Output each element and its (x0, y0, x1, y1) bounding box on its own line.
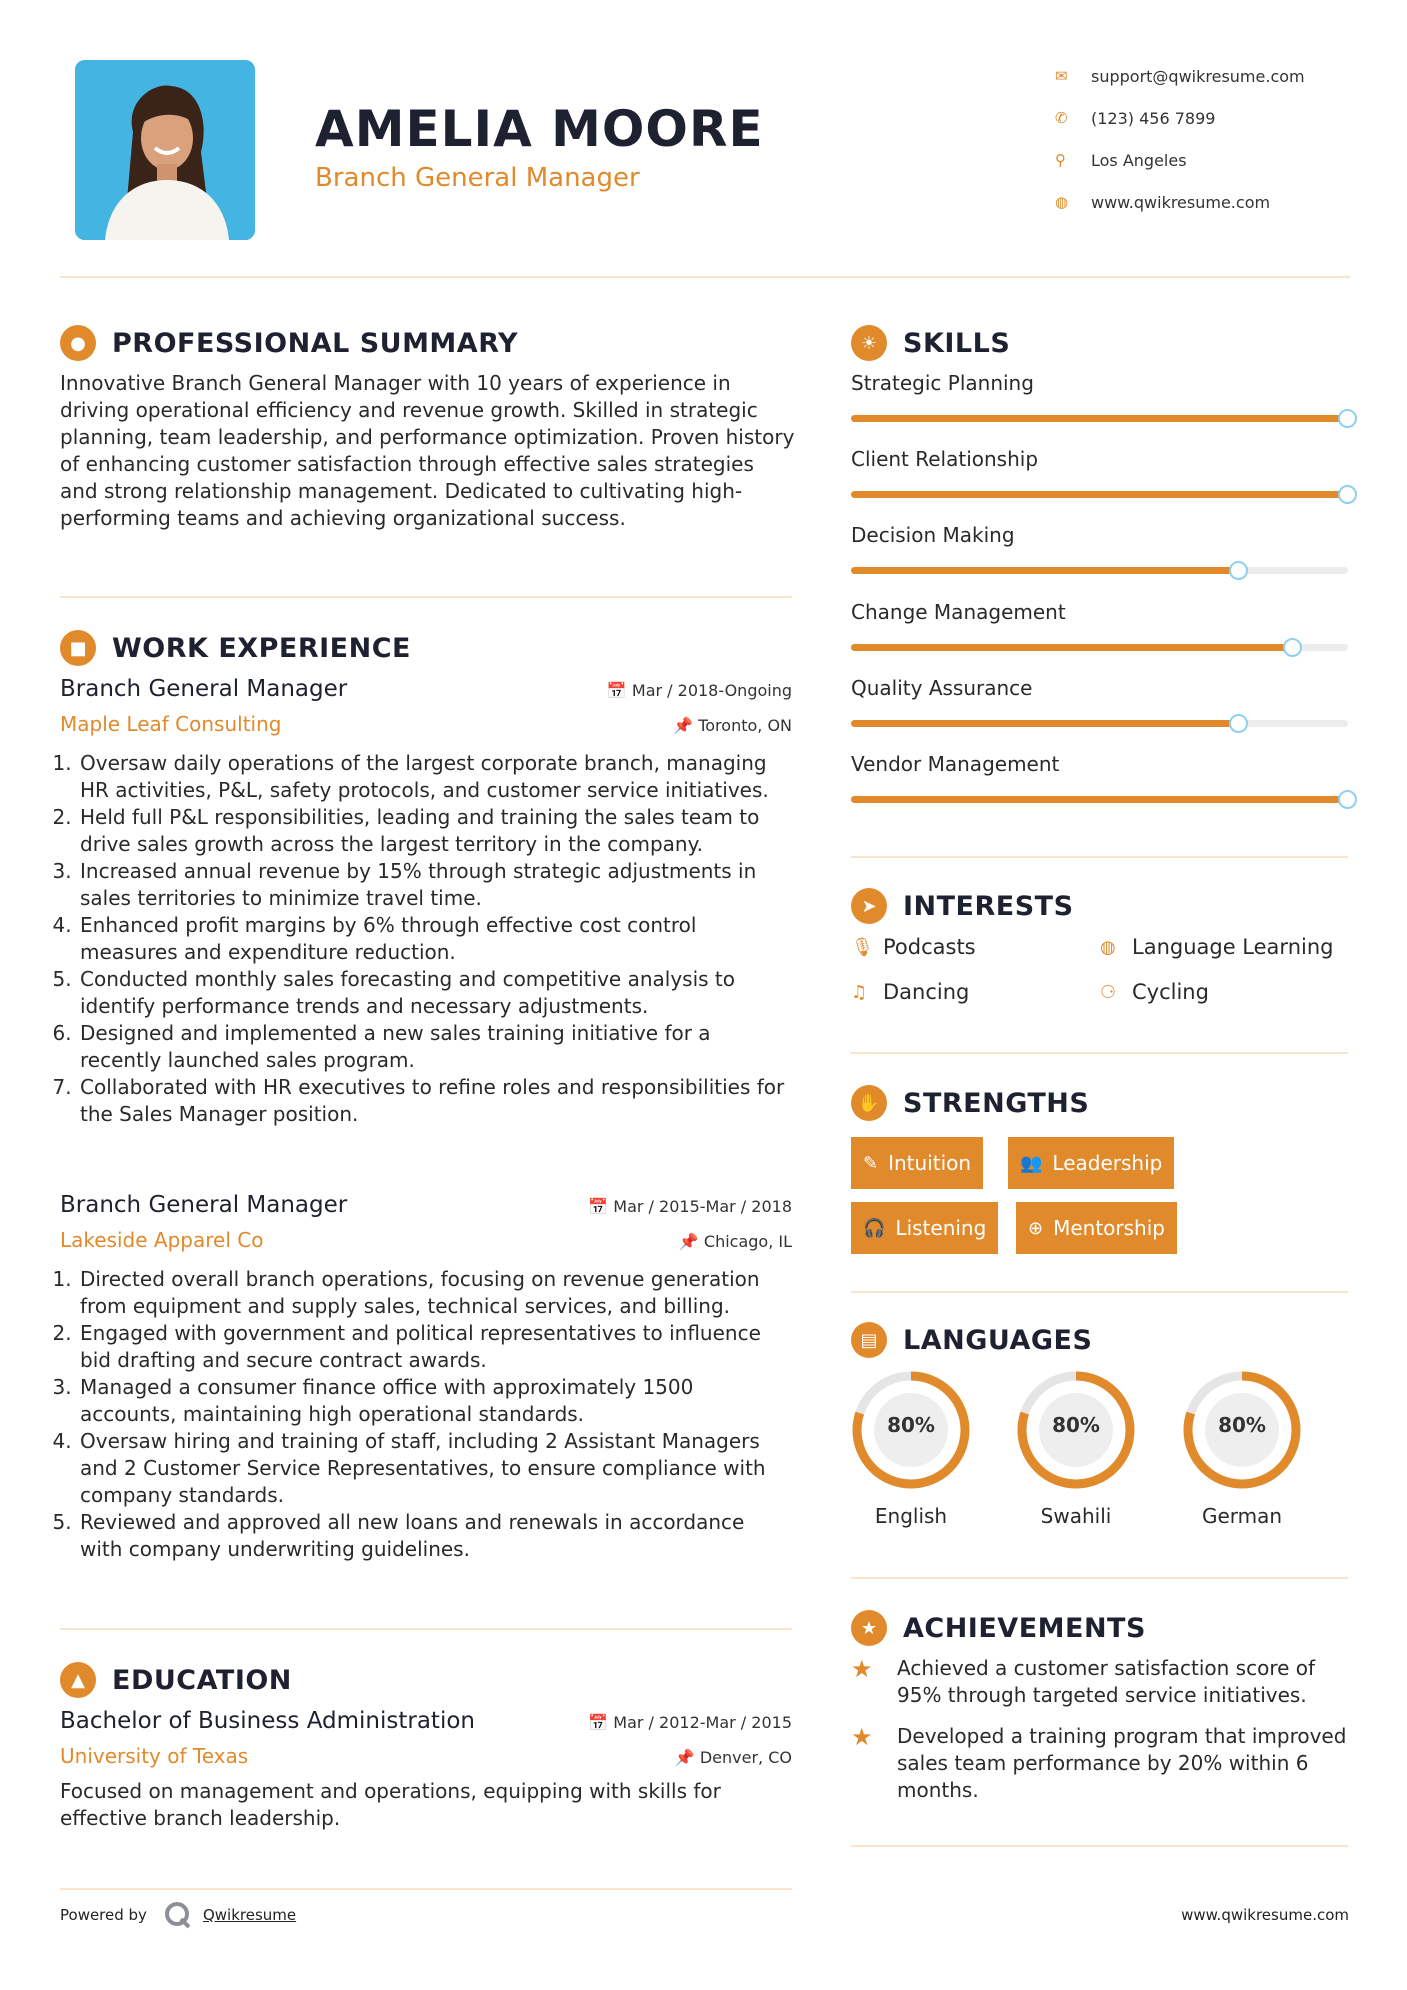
skill-fill (851, 720, 1239, 727)
strength-label: Mentorship (1053, 1216, 1165, 1240)
list-item: 5. Conducted monthly sales forecasting and competitive analysis to identify performance trends and necessary adjustments. (78, 966, 792, 1020)
globe-icon: ◍ (1055, 193, 1069, 211)
star-icon: ★ (851, 1723, 873, 1751)
skills-divider (851, 856, 1348, 858)
skill-item (851, 523, 1348, 574)
envelope-icon: ✉ (1055, 67, 1068, 85)
list-item: 6. Designed and implemented a new sales training initiative for a recently launched sales program. (78, 1020, 792, 1074)
skill-knob (1338, 409, 1357, 428)
footer-divider (60, 1888, 792, 1890)
language-percent: 80% (1218, 1413, 1266, 1437)
job-title: Branch General Manager (60, 676, 348, 702)
skill-fill (851, 796, 1348, 803)
contact-phone-text: (123) 456 7899 (1091, 108, 1216, 128)
candidate-title: Branch General Manager (315, 163, 640, 193)
skill-item (851, 600, 1348, 651)
qwikresume-link[interactable]: Qwikresume (202, 1906, 297, 1924)
list-item: 2. Engaged with government and political representatives to influence bid drafting and secure contract awards. (78, 1320, 792, 1374)
achievements-header (851, 1610, 1146, 1646)
list-item: 4. Enhanced profit margins by 6% through effective cost control measures and expenditure reduction. (78, 912, 792, 966)
skill-fill (851, 491, 1348, 498)
languages-heading: LANGUAGES (903, 1324, 1093, 1356)
job-company: Lakeside Apparel Co (60, 1228, 264, 1252)
language-item (849, 1368, 973, 1528)
skill-knob (1229, 714, 1248, 733)
skill-fill (851, 644, 1293, 651)
achievement-item (851, 1723, 1351, 1804)
language-percent: 80% (887, 1413, 935, 1437)
language-card-icon: ▤ (851, 1322, 887, 1358)
calendar-icon: 📅 (606, 681, 632, 700)
interest-item (851, 935, 976, 959)
skill-knob (1338, 485, 1357, 504)
contact-phone[interactable] (1055, 97, 1385, 139)
contact-website[interactable] (1055, 181, 1385, 223)
education-location: 📌 Denver, CO (674, 1748, 792, 1767)
achievements-heading: ACHIEVEMENTS (903, 1612, 1146, 1644)
summary-divider (60, 596, 792, 598)
languages-header (851, 1322, 1092, 1358)
list-item: 7. Collaborated with HR executives to refine roles and responsibilities for the Sales Manager position. (78, 1074, 792, 1128)
summary-text: Innovative Branch General Manager with 10 years of experience in driving operational efficiency and revenue growth. Skilled in strategic planning, team leadership, and performance optimization. Proven history of enhancing customer satisfaction through effective sales strategies and strong relationship management. Dedicated to cultivating high-performing teams and achieving organizational success. (60, 371, 795, 530)
skill-item (851, 676, 1348, 727)
skill-track (851, 720, 1348, 727)
interests-divider (851, 1052, 1348, 1054)
phone-icon: ✆ (1055, 109, 1068, 127)
calendar-icon: 📅 (588, 1197, 614, 1216)
contact-location (1055, 139, 1385, 181)
list-item: 3. Increased annual revenue by 15% through strategic adjustments in sales territories to minimize travel time. (78, 858, 792, 912)
language-name: Swahili (1040, 1504, 1112, 1528)
skill-track (851, 567, 1348, 574)
strength-chip (1008, 1137, 1174, 1189)
interest-item (851, 980, 969, 1004)
achievement-text: Achieved a customer satisfaction score of 95% through targeted service initiatives. (897, 1656, 1316, 1707)
interest-item (1100, 935, 1333, 959)
contact-email[interactable] (1055, 55, 1385, 97)
skill-item (851, 752, 1348, 803)
education-header (60, 1662, 292, 1698)
interest-label: Dancing (883, 980, 970, 1004)
list-item: 1. Oversaw daily operations of the largest corporate branch, managing HR activities, P&L, safety protocols, and customer service initiatives. (78, 750, 792, 804)
skill-track (851, 644, 1348, 651)
strength-label: Listening (895, 1216, 987, 1240)
job-bullets (60, 1266, 792, 1563)
calendar-icon: 📅 (588, 1713, 614, 1732)
education-heading: EDUCATION (112, 1664, 292, 1696)
contact-location-text: Los Angeles (1091, 150, 1187, 170)
skill-label: Quality Assurance (851, 676, 1033, 700)
map-pin-icon: ⚲ (1055, 151, 1066, 169)
profile-photo (75, 60, 255, 240)
skill-fill (851, 415, 1348, 422)
pin-icon: 📌 (673, 716, 699, 735)
strengths-header (851, 1085, 1089, 1121)
strength-label: Leadership (1052, 1151, 1163, 1175)
skill-label: Change Management (851, 600, 1066, 624)
powered-by-label: Powered by (60, 1906, 147, 1924)
star-icon: ★ (851, 1655, 873, 1683)
education-text: Focused on management and operations, equipping with skills for effective branch leadership. (60, 1779, 721, 1830)
skill-track (851, 491, 1348, 498)
summary-heading: PROFESSIONAL SUMMARY (112, 327, 519, 359)
job-title: Branch General Manager (60, 1192, 348, 1218)
interest-item (1100, 980, 1209, 1004)
graduation-icon: ▲ (60, 1662, 96, 1698)
strength-label: Intuition (888, 1151, 972, 1175)
summary-header (60, 325, 518, 361)
list-item: 4. Oversaw hiring and training of staff, including 2 Assistant Managers and 2 Customer Service Representatives, to ensure compliance with company standards. (78, 1428, 792, 1509)
briefcase-icon: ■ (60, 630, 96, 666)
degree-title: Bachelor of Business Administration (60, 1708, 475, 1734)
experience-heading: WORK EXPERIENCE (112, 632, 411, 664)
job-location: 📌 Chicago, IL (678, 1232, 792, 1251)
skill-knob (1229, 561, 1248, 580)
strength-chip (851, 1137, 983, 1189)
user-icon: ● (60, 325, 96, 361)
languages-divider (851, 1577, 1348, 1579)
paper-plane-icon: ➤ (851, 888, 887, 924)
skill-label: Vendor Management (851, 752, 1060, 776)
skill-track (851, 415, 1348, 422)
header-divider (60, 276, 1350, 278)
headphones-icon: 🎧 (863, 1217, 886, 1239)
contact-website-text: www.qwikresume.com (1091, 192, 1271, 212)
footer-url[interactable]: www.qwikresume.com (1181, 1906, 1349, 1924)
skill-knob (1283, 638, 1302, 657)
job-entry (60, 676, 792, 1128)
bicycle-icon: ⚆ (1100, 981, 1117, 1003)
person-avatar-icon (75, 60, 255, 240)
user-plus-icon: ⊕ (1028, 1217, 1044, 1239)
achievement-item (851, 1655, 1351, 1709)
list-item: 5. Reviewed and approved all new loans and renewals in accordance with company underwriting guidelines. (78, 1509, 792, 1563)
job-entry (60, 1192, 792, 1563)
skill-item (851, 447, 1348, 498)
interest-label: Cycling (1132, 980, 1209, 1004)
language-percent: 80% (1052, 1413, 1100, 1437)
skill-fill (851, 567, 1239, 574)
footer-powered-by (60, 1900, 296, 1930)
achievements-divider (851, 1845, 1348, 1847)
experience-divider (60, 1628, 792, 1630)
achievement-text: Developed a training program that improved sales team performance by 20% within 6 months. (897, 1724, 1347, 1802)
school-name: University of Texas (60, 1744, 249, 1768)
users-icon: 👥 (1020, 1152, 1043, 1174)
strength-chip (1016, 1202, 1177, 1254)
candidate-name: AMELIA MOORE (315, 100, 764, 158)
pin-icon: 📌 (674, 1748, 700, 1767)
education-entry (60, 1708, 792, 1832)
interests-heading: INTERESTS (903, 890, 1074, 922)
skill-knob (1338, 790, 1357, 809)
job-date: 📅 Mar / 2015-Mar / 2018 (588, 1197, 792, 1216)
language-item (1014, 1368, 1138, 1528)
job-bullets (60, 750, 792, 1128)
interests-header (851, 888, 1074, 924)
music-note-icon: ♫ (851, 981, 868, 1003)
pin-icon: 📌 (678, 1232, 704, 1251)
list-item: 1. Directed overall branch operations, focusing on revenue generation from equipment and supply sales, technical services, and billing. (78, 1266, 792, 1320)
list-item: 3. Managed a consumer finance office with approximately 1500 accounts, maintaining high operational standards. (78, 1374, 792, 1428)
star-icon: ★ (851, 1610, 887, 1646)
language-name: German (1201, 1504, 1283, 1528)
skill-label: Client Relationship (851, 447, 1039, 471)
skill-label: Strategic Planning (851, 371, 1034, 395)
contact-list (1055, 55, 1385, 223)
job-date: 📅 Mar / 2018-Ongoing (606, 681, 792, 700)
skills-header (851, 325, 1010, 361)
job-company: Maple Leaf Consulting (60, 712, 282, 736)
language-name: English (874, 1504, 948, 1528)
skills-heading: SKILLS (903, 327, 1011, 359)
lightbulb-icon: ☀ (851, 325, 887, 361)
contact-email-text: support@qwikresume.com (1091, 66, 1305, 86)
skill-item (851, 371, 1348, 422)
magic-wand-icon: ✎ (863, 1152, 879, 1174)
list-item: 2. Held full P&L responsibilities, leading and training the sales team to drive sales growth across the largest territory in the company. (78, 804, 792, 858)
globe-icon: ◍ (1100, 936, 1116, 958)
strengths-divider (851, 1291, 1348, 1293)
fist-icon: ✋ (851, 1085, 887, 1121)
microphone-icon: 🎙 (851, 936, 874, 958)
skill-label: Decision Making (851, 523, 1015, 547)
interest-label: Language Learning (1132, 935, 1334, 959)
interest-label: Podcasts (883, 935, 976, 959)
language-item (1180, 1368, 1304, 1528)
skill-track (851, 796, 1348, 803)
experience-header (60, 630, 411, 666)
qwikresume-logo-icon (163, 1900, 193, 1930)
education-date: 📅 Mar / 2012-Mar / 2015 (588, 1713, 792, 1732)
strength-chip (851, 1202, 998, 1254)
strengths-heading: STRENGTHS (903, 1087, 1090, 1119)
job-location: 📌 Toronto, ON (673, 716, 792, 735)
